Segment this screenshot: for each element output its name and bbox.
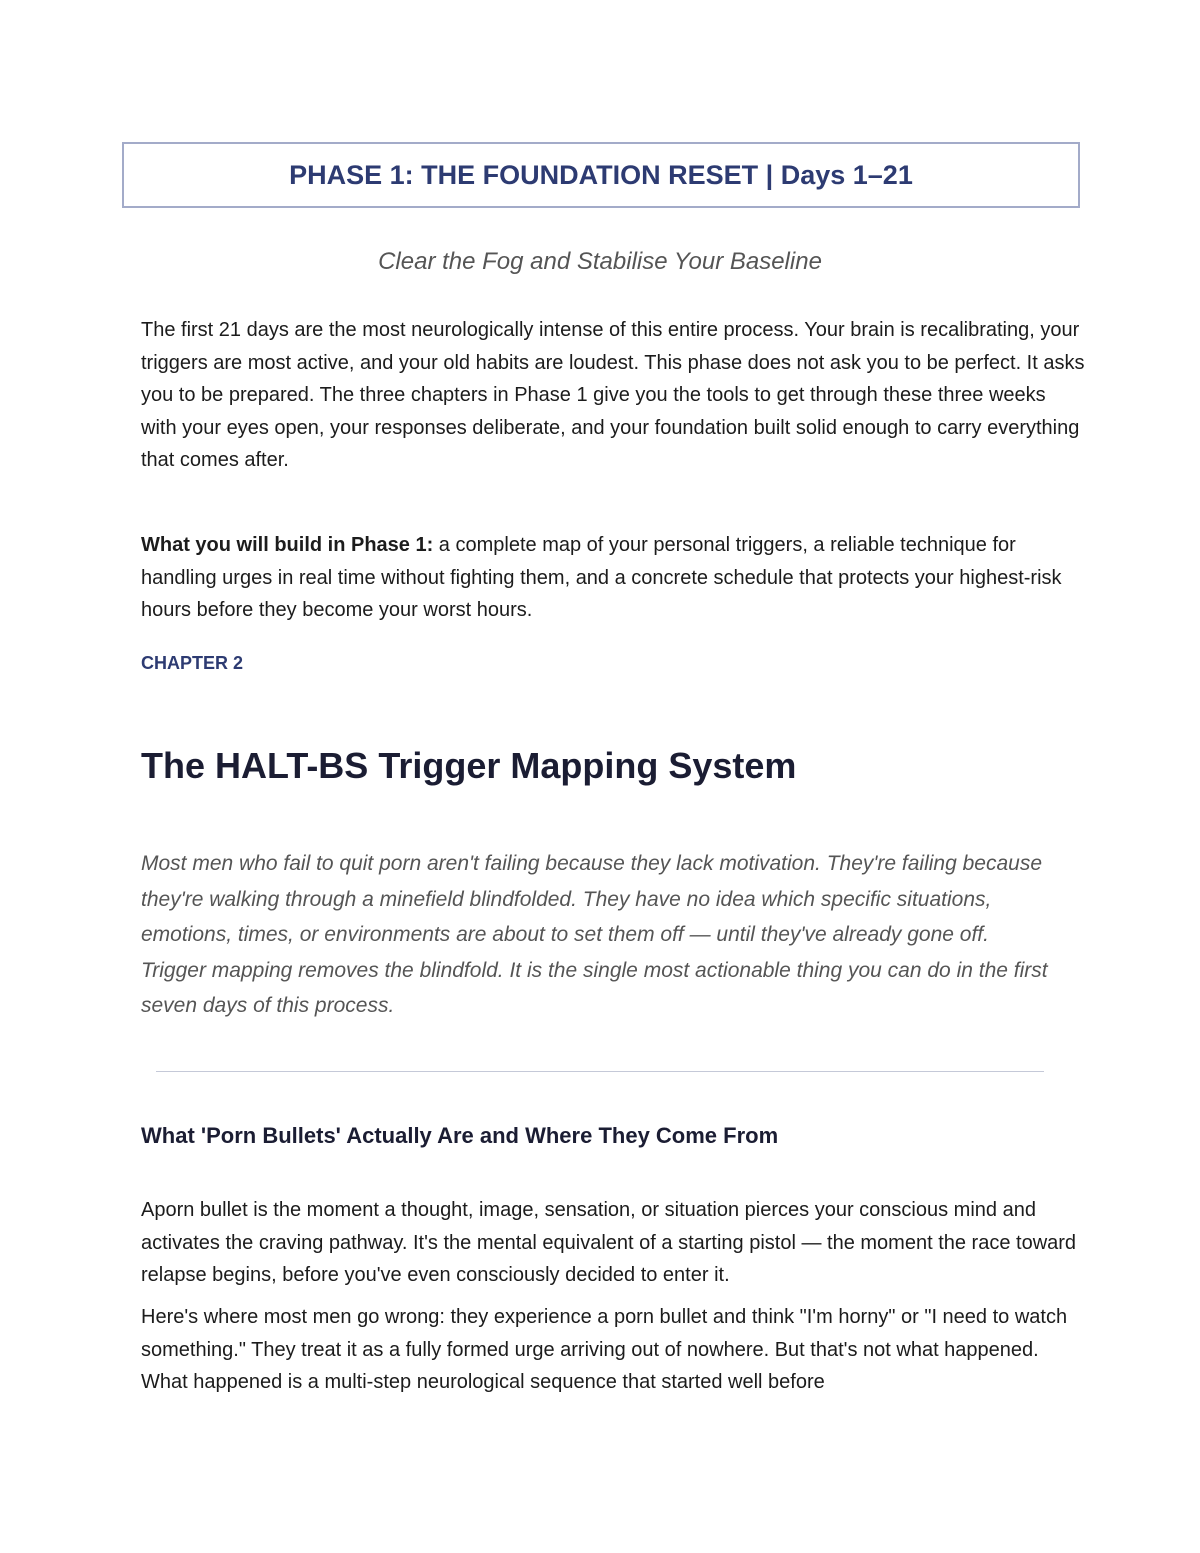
section-paragraph-2: Here's where most men go wrong: they experience a porn bullet and think "I'm horny" or "I need to watch something." They treat it as a fully formed urge arriving out of nowhere. But that's not what happened. What happened is a multi-step neurological sequence that started well before — [141, 1306, 1068, 1393]
chapter-lead: Most men who fail to quit porn aren't failing because they lack motivation. They're failing because they're walking through a minefield blindfolded. They have no idea which specific situations, emotions, times, or environments are about to set them off — until they've already gone off. Trigger mapping removes the blindfold. It is the single most actionable thing you can do in the first seven days of this process. — [141, 852, 1048, 1017]
build-label: What you will build in Phase 1: — [141, 534, 434, 556]
phase-banner — [122, 142, 1080, 208]
chapter-title: The HALT-BS Trigger Mapping System — [141, 745, 797, 786]
section-heading: What 'Porn Bullets' Actually Are and Where They Come From — [141, 1123, 779, 1148]
build-text: a complete map of your personal triggers, a reliable technique for handling urges in real time without fighting them, and a concrete schedule that protects your highest-risk hours before they become your worst hours. — [141, 534, 1062, 621]
phase-title: PHASE 1: THE FOUNDATION RESET | Days 1–21 — [289, 159, 913, 190]
intro-paragraph: The first 21 days are the most neurologically intense of this entire process. Your brain is recalibrating, your triggers are most active, and your old habits are loudest. This phase does not ask you to be perfect. It asks you to be prepared. The three chapters in Phase 1 give you the tools to get through these three weeks with your eyes open, your responses deliberate, and your foundation built solid enough to carry everything that comes after. — [141, 319, 1085, 471]
divider — [156, 1071, 1044, 1072]
section-paragraph-1: Aporn bullet is the moment a thought, image, sensation, or situation pierces your conscious mind and activates the craving pathway. It's the mental equivalent of a starting pistol — the moment the race toward relapse begins, before you've even consciously decided to enter it. — [141, 1199, 1077, 1286]
build-paragraph — [141, 529, 1086, 627]
phase-subtitle: Clear the Fog and Stabilise Your Baseline — [378, 248, 822, 275]
chapter-label: CHAPTER 2 — [141, 653, 244, 673]
